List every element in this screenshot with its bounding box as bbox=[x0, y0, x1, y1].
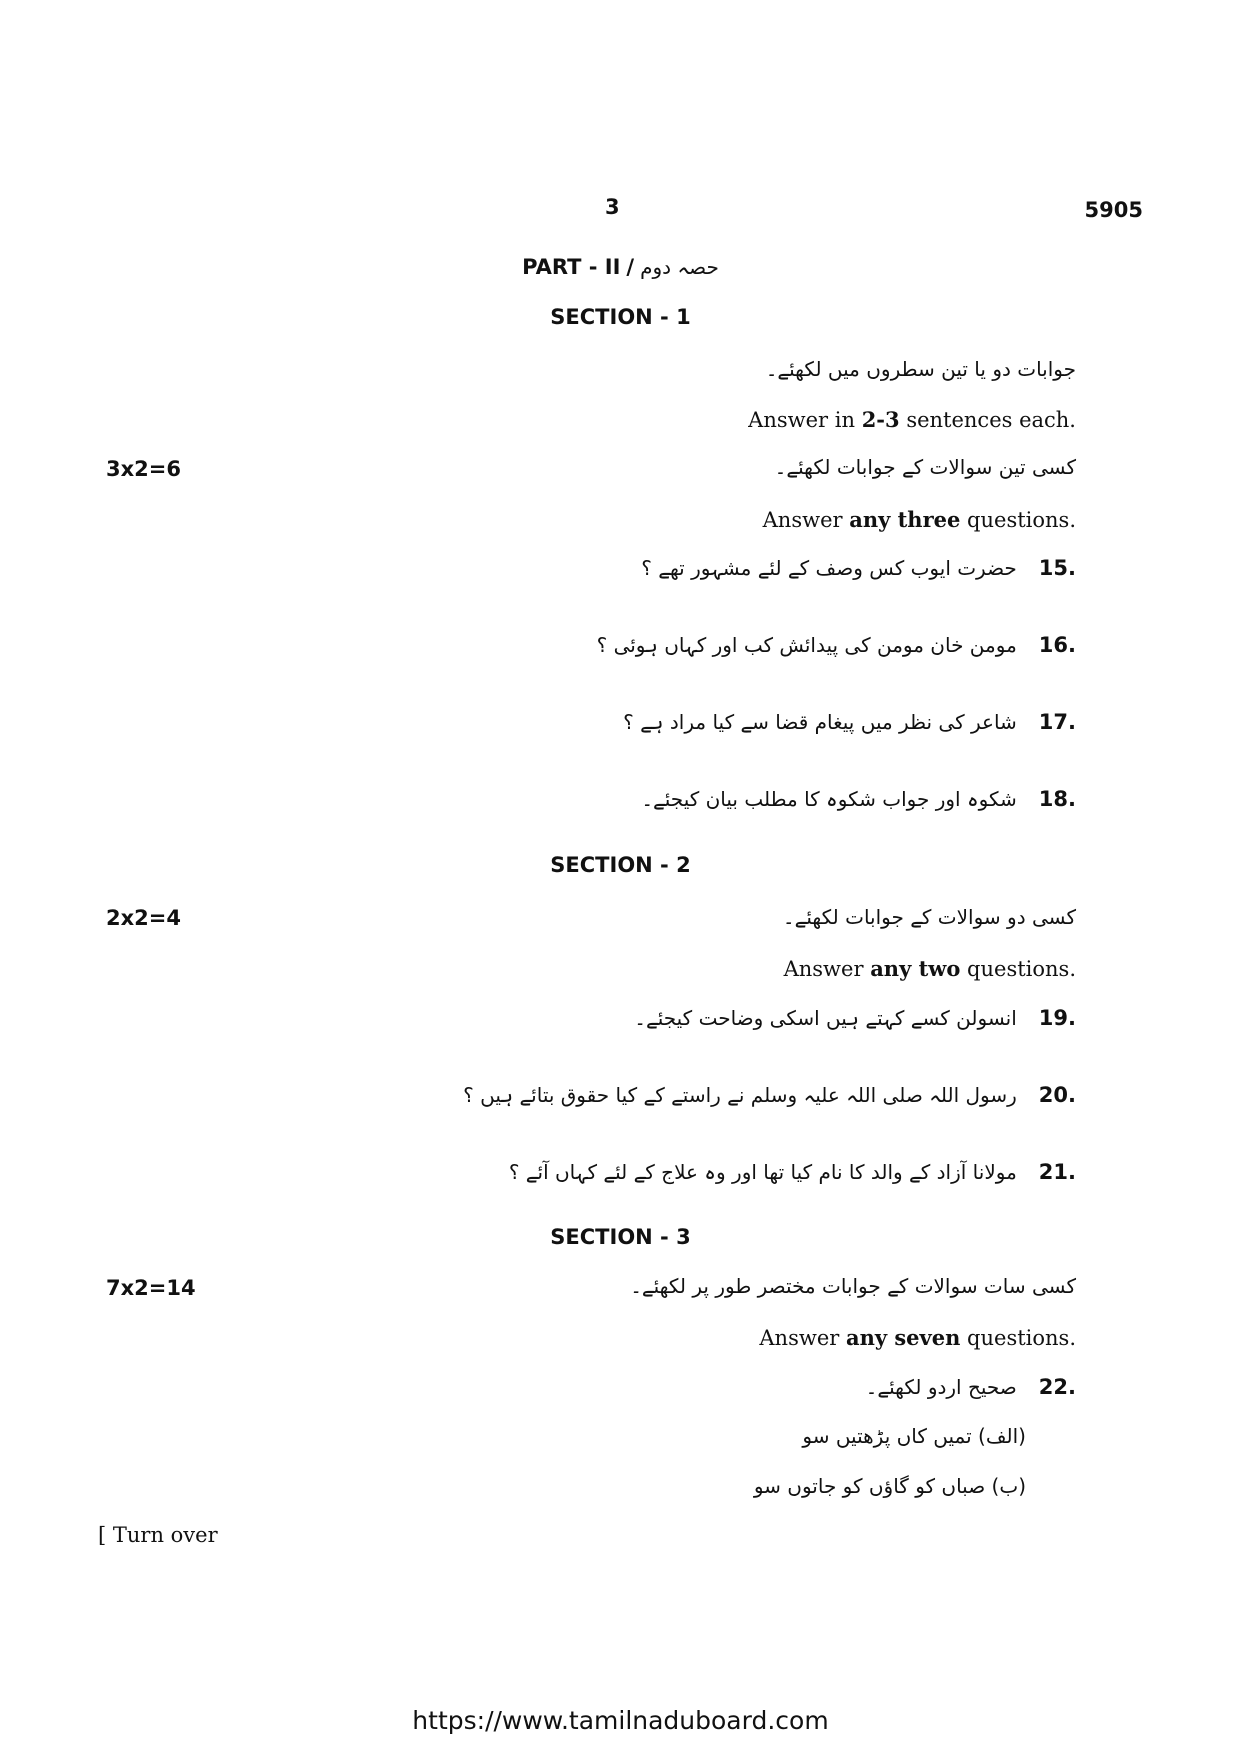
section-3-instruction-urdu: کسی سات سوالات کے جوابات مختصر طور پر لکھئے۔ bbox=[630, 1274, 1076, 1298]
question-18 bbox=[641, 787, 1076, 811]
section-1-instruction-urdu-2: کسی تین سوالات کے جوابات لکھئے۔ bbox=[774, 455, 1076, 479]
footer-url[interactable]: https://www.tamilnaduboard.com bbox=[412, 1706, 829, 1735]
section-2-instruction-urdu: کسی دو سوالات کے جوابات لکھئے۔ bbox=[782, 905, 1076, 929]
part-urdu: حصہ دوم bbox=[640, 255, 719, 279]
section-1-instruction-en-2: Answer any three questions. bbox=[762, 507, 1076, 532]
question-21 bbox=[509, 1160, 1076, 1184]
section-3-marks: 7x2=14 bbox=[106, 1276, 196, 1300]
question-text: حضرت ایوب کس وصف کے لئے مشہور تھے ؟ bbox=[641, 556, 1017, 580]
part-label: PART - II bbox=[522, 255, 621, 279]
section-2-instruction-en: Answer any two questions. bbox=[783, 956, 1076, 981]
question-number: 16. bbox=[1038, 633, 1076, 657]
section-1-instruction-en-1: Answer in 2-3 sentences each. bbox=[748, 407, 1076, 432]
question-number: 19. bbox=[1038, 1006, 1076, 1030]
question-text: شکوہ اور جواب شکوہ کا مطلب بیان کیجئے۔ bbox=[641, 787, 1017, 811]
question-text: رسول اللہ صلی اللہ علیہ وسلم نے راستے کے کیا حقوق بتائے ہیں ؟ bbox=[463, 1083, 1017, 1107]
question-text: شاعر کی نظر میں پیغام قضا سے کیا مراد ہے ؟ bbox=[623, 710, 1017, 734]
question-15 bbox=[641, 556, 1076, 580]
question-22-sub-a: (الف) تمیں کاں پڑھتیں سو bbox=[802, 1424, 1026, 1448]
page-number: 3 bbox=[605, 195, 620, 219]
question-19 bbox=[634, 1006, 1076, 1030]
paper-code: 5905 bbox=[1084, 198, 1143, 222]
question-22 bbox=[866, 1375, 1076, 1399]
question-20 bbox=[463, 1083, 1076, 1107]
question-number: 21. bbox=[1038, 1160, 1076, 1184]
question-22-sub-b: (ب) صباں کو گاؤں کو جاتوں سو bbox=[753, 1474, 1026, 1498]
part-separator: / bbox=[626, 255, 635, 279]
question-text: صحیح اردو لکھئے۔ bbox=[865, 1375, 1017, 1399]
question-text: مولانا آزاد کے والد کا نام کیا تھا اور وہ علاج کے لئے کہاں آئے ؟ bbox=[508, 1160, 1017, 1184]
section-1-marks: 3x2=6 bbox=[106, 457, 181, 481]
question-number: 22. bbox=[1038, 1375, 1076, 1399]
section-3-instruction-en: Answer any seven questions. bbox=[759, 1325, 1076, 1350]
question-text: انسولن کسے کہتے ہیں اسکی وضاحت کیجئے۔ bbox=[634, 1006, 1017, 1030]
turn-over-note: [ Turn over bbox=[98, 1523, 218, 1547]
question-text: مومن خان مومن کی پیدائش کب اور کہاں ہوئی ؟ bbox=[596, 633, 1017, 657]
section-1-instruction-urdu-1: جوابات دو یا تین سطروں میں لکھئے۔ bbox=[765, 357, 1076, 381]
section-2-marks: 2x2=4 bbox=[106, 906, 181, 930]
question-number: 15. bbox=[1038, 556, 1076, 580]
question-number: 17. bbox=[1038, 710, 1076, 734]
question-16 bbox=[597, 633, 1076, 657]
section-3-title: SECTION - 3 bbox=[550, 1225, 691, 1249]
question-number: 20. bbox=[1038, 1083, 1076, 1107]
section-1-title: SECTION - 1 bbox=[550, 305, 691, 329]
question-number: 18. bbox=[1038, 787, 1076, 811]
part-heading bbox=[0, 255, 1241, 279]
question-17 bbox=[623, 710, 1076, 734]
section-2-title: SECTION - 2 bbox=[550, 853, 691, 877]
